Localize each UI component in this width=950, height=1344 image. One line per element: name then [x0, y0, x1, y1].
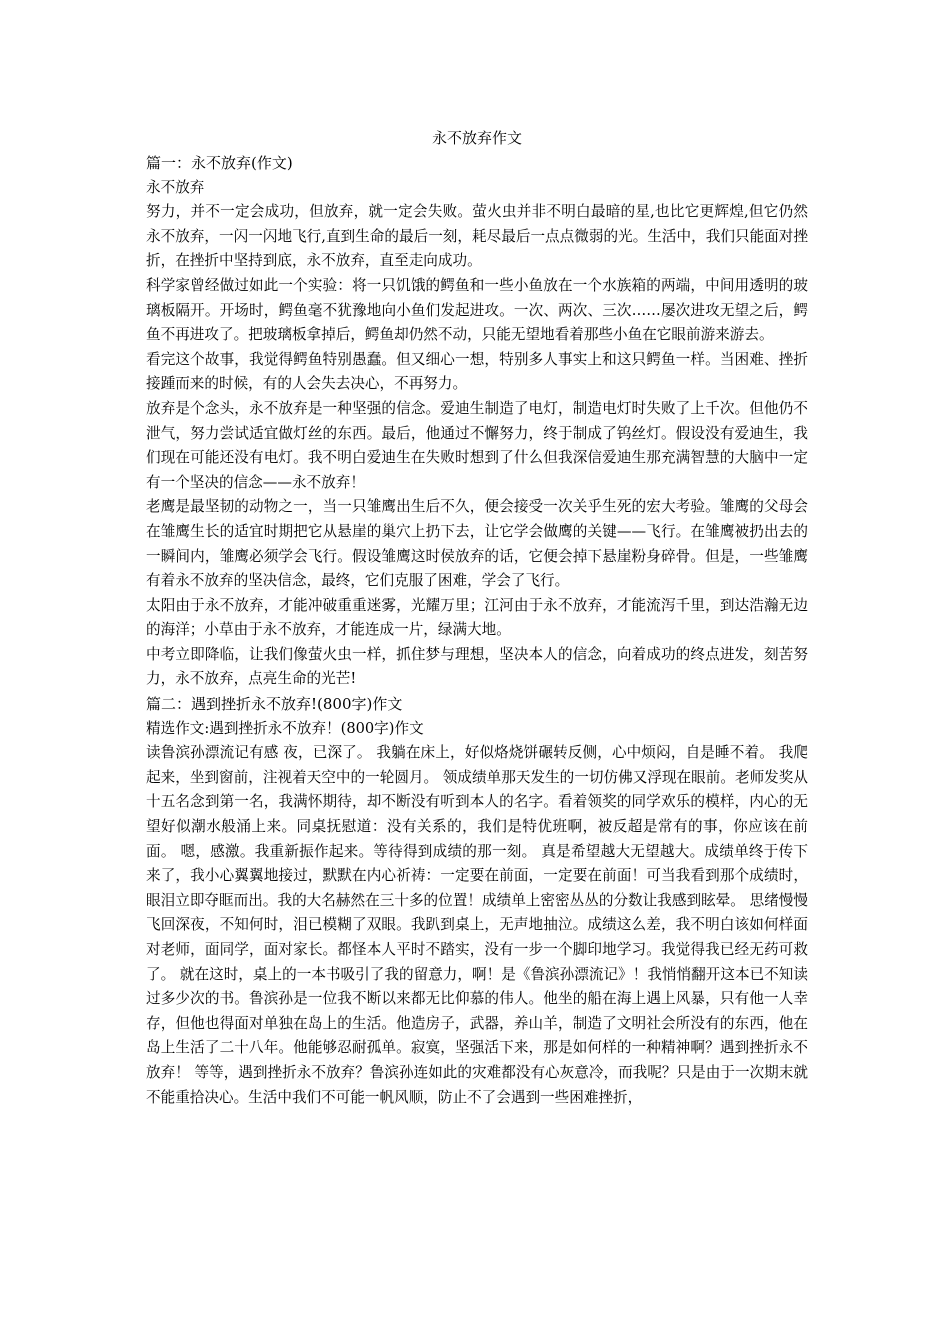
section-heading: 篇一：永不放弃(作文) — [146, 154, 293, 172]
paragraph: 科学家曾经做过如此一个实验：将一只饥饿的鳄鱼和一些小鱼放在一个水族箱的两端，中间用透明的玻璃板隔开。开场时，鳄鱼毫不犹豫地向小鱼们发起进攻。一次、两次、三次……屡次进攻无望之后，鳄鱼不再进攻了。把玻璃板拿掉后，鳄鱼却仍然不动，只能无望地看着那些小鱼在它眼前游来游去。 — [146, 276, 808, 344]
subtitle: 精选作文:遇到挫折永不放弃！(800字)作文 — [146, 719, 424, 737]
paragraph: 读鲁滨孙漂流记有感 夜，已深了。 我躺在床上，好似烙烧饼碾转反侧，心中烦闷，自是睡不着。 我爬起来，坐到窗前，注视着天空中的一轮圆月。 领成绩单那天发生的一切仿佛又浮现在眼前。老师发奖从十五名念到第一名，我满怀期待，却不断没有听到本人的名字。看着领奖的同学欢乐的模样，内心的无望好似潮水般涌上来。同桌抚慰道：没有关系的，我们是特优班啊，被反超是常有的事，你应该在前面。 嗯，感激。我重新振作起来。等待得到成绩的那一刻。 真是希望越大无望越大。成绩单终于传下来了，我小心翼翼地接过，默默在内心祈祷：一定要在前面，一定要在前面！可当我看到那个成绩时，眼泪立即夺眶而出。我的大名赫然在三十多的位置！成绩单上密密丛丛的分数让我感到眩晕。 思绪慢慢飞回深夜，不知何时，泪已模糊了双眼。我趴到桌上，无声地抽泣。成绩这么差，我不明白该如何样面对老师，面同学，面对家长。都怪本人平时不踏实，没有一步一个脚印地学习。我觉得我已经无药可救了。 就在这时，桌上的一本书吸引了我的留意力，啊！是《鲁滨孙漂流记》！我悄悄翻开这本已不知读过多少次的书。鲁滨孙是一位我不断以来都无比仰慕的伟人。他坐的船在海上遇上风暴，只有他一人幸存，但他也得面对单独在岛上的生活。他造房子，武器，养山羊，制造了文明社会所没有的东西，他在岛上生活了二十八年。他能够忍耐孤单。寂寞，坚强活下来，那是如何样的一种精神啊？遇到挫折永不放弃！ 等等，遇到挫折永不放弃？鲁滨孙连如此的灾难都没有心灰意冷，而我呢？只是由于一次期末就不能重拾决心。生活中我们不可能一帆风顺，防止不了会遇到一些困难挫折， — [146, 744, 808, 1106]
paragraph: 太阳由于永不放弃，才能冲破重重迷雾，光耀万里；江河由于永不放弃，才能流泻千里，到达浩瀚无边的海洋；小草由于永不放弃，才能连成一片，绿满大地。 — [146, 596, 808, 639]
document-page — [146, 127, 808, 1110]
paragraph: 放弃是个念头，永不放弃是一种坚强的信念。爱迪生制造了电灯，制造电灯时失败了上千次。但他仍不泄气，努力尝试适宜做灯丝的东西。最后，他通过不懈努力，终于制成了钨丝灯。假设没有爱迪生，我们现在可能还没有电灯。我不明白爱迪生在失败时想到了什么但我深信爱迪生那充满智慧的大脑中一定有一个坚决的信念——永不放弃！ — [146, 399, 808, 491]
paragraph: 努力，并不一定会成功，但放弃，就一定会失败。萤火虫并非不明白最暗的星,也比它更辉煌,但它仍然永不放弃，一闪一闪地飞行,直到生命的最后一刻，耗尽最后一点点微弱的光。生活中，我们只能面对挫折，在挫折中坚持到底，永不放弃，直至走向成功。 — [146, 203, 808, 270]
paragraph: 看完这个故事，我觉得鳄鱼特别愚蠢。但又细心一想，特别多人事实上和这只鳄鱼一样。当困难、挫折接踵而来的时候，有的人会失去决心，不再努力。 — [146, 350, 808, 393]
paragraph: 中考立即降临，让我们像萤火虫一样，抓住梦与理想，坚决本人的信念，向着成功的终点进发，刻苦努力，永不放弃，点亮生命的光芒! — [146, 645, 808, 688]
document-body — [146, 151, 808, 1110]
paragraph: 老鹰是最坚韧的动物之一，当一只雏鹰出生后不久，便会接受一次关乎生死的宏大考验。雏鹰的父母会在雏鹰生长的适宜时期把它从悬崖的巢穴上扔下去，让它学会做鹰的关键——飞行。在雏鹰被扔出去的一瞬间内，雏鹰必须学会飞行。假设雏鹰这时侯放弃的话，它便会掉下悬崖粉身碎骨。但是，一些雏鹰有着永不放弃的坚决信念，最终，它们克服了困难，学会了飞行。 — [146, 498, 808, 590]
subtitle: 永不放弃 — [146, 178, 205, 196]
section-heading: 篇二：遇到挫折永不放弃!(800字)作文 — [146, 695, 403, 714]
document-title: 永不放弃作文 — [431, 129, 522, 147]
